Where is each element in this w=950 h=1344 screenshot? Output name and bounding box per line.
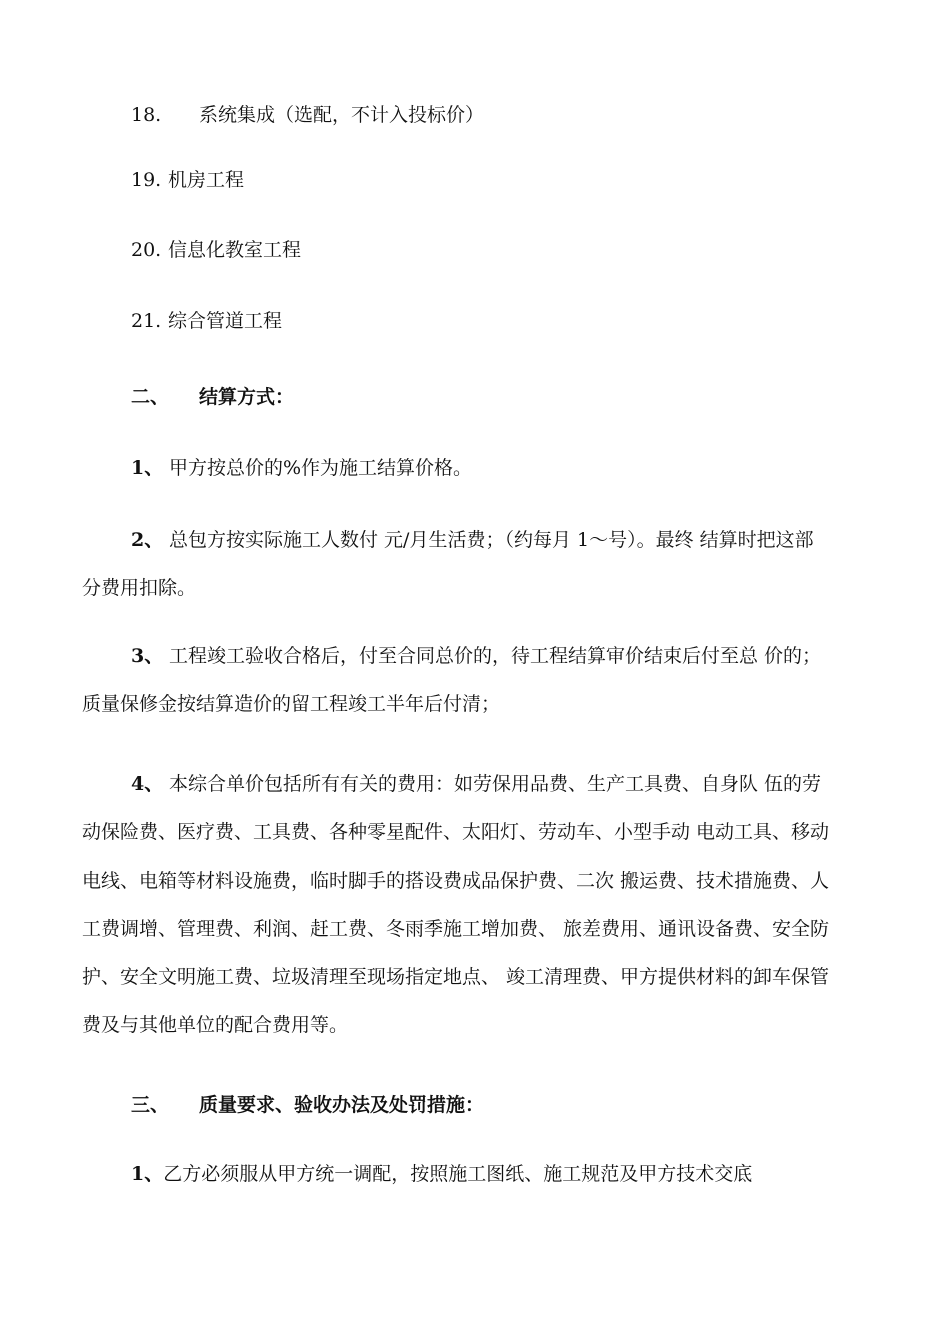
- section-number: 三、: [131, 1094, 170, 1116]
- paragraph-line: 护、安全文明施工费、垃圾清理至现场指定地点、 竣工清理费、甲方提供材料的卸车保管: [82, 966, 830, 989]
- paragraph-line: 分费用扣除。: [82, 577, 197, 600]
- section-title: 结算方式：: [199, 386, 295, 408]
- paragraph-line: 质量保修金按结算造价的留工程竣工半年后付清；: [82, 693, 501, 716]
- item-text: 系统集成（选配，不计入投标价）: [199, 104, 485, 126]
- item-number: 18.: [131, 104, 162, 126]
- list-item-20: [131, 241, 301, 260]
- paragraph-4: [82, 760, 829, 1050]
- section-heading-quality: [131, 1096, 484, 1115]
- paragraph-3: [82, 632, 821, 729]
- item-number: 21.: [131, 310, 162, 332]
- paragraph-line: 电线、电箱等材料设施费，临时脚手的搭设费成品保护费、二次 搬运费、技术措施费、人: [82, 869, 830, 892]
- paragraph-line: 工程竣工验收合格后，付至合同总价的，待工程结算审价结束后付至总 价的；: [169, 645, 822, 667]
- paragraph-text: 乙方必须服从甲方统一调配，按照施工图纸、施工规范及甲方技术交底: [163, 1163, 753, 1185]
- paragraph-line: 动保险费、医疗费、工具费、各种零星配件、太阳灯、劳动车、小型手动 电动工具、移动: [82, 821, 830, 844]
- paragraph-1: [131, 459, 472, 478]
- paragraph-number: 1、: [131, 1163, 164, 1185]
- paragraph-number: 3、: [131, 645, 164, 667]
- item-text: 综合管道工程: [168, 310, 283, 332]
- paragraph-number: 4、: [131, 773, 164, 795]
- item-number: 19.: [131, 169, 162, 191]
- paragraph-text: 甲方按总价的%作为施工结算价格。: [169, 457, 473, 479]
- section-number: 二、: [131, 386, 170, 408]
- paragraph-number: 2、: [131, 529, 164, 551]
- paragraph-line: 费及与其他单位的配合费用等。: [82, 1014, 349, 1037]
- list-item-19: [131, 171, 244, 190]
- paragraph-line: 本综合单价包括所有有关的费用：如劳保用品费、生产工具费、自身队 伍的劳: [169, 773, 822, 795]
- list-item-21: [131, 312, 282, 331]
- list-item-18: [131, 106, 484, 125]
- item-text: 机房工程: [168, 169, 245, 191]
- section-heading-settlement: [131, 388, 294, 407]
- item-text: 信息化教室工程: [168, 239, 302, 261]
- paragraph-2: [82, 516, 814, 613]
- paragraph-line: 工费调增、管理费、利润、赶工费、冬雨季施工增加费、 旅差费用、通讯设备费、安全防: [82, 917, 830, 940]
- paragraph-quality-1: [131, 1165, 752, 1184]
- item-number: 20.: [131, 239, 162, 261]
- section-title: 质量要求、验收办法及处罚措施：: [199, 1094, 485, 1116]
- paragraph-number: 1、: [131, 457, 164, 479]
- paragraph-line: 总包方按实际施工人数付 元/月生活费；（约每月 1〜号）。最终 结算时把这部: [169, 529, 814, 551]
